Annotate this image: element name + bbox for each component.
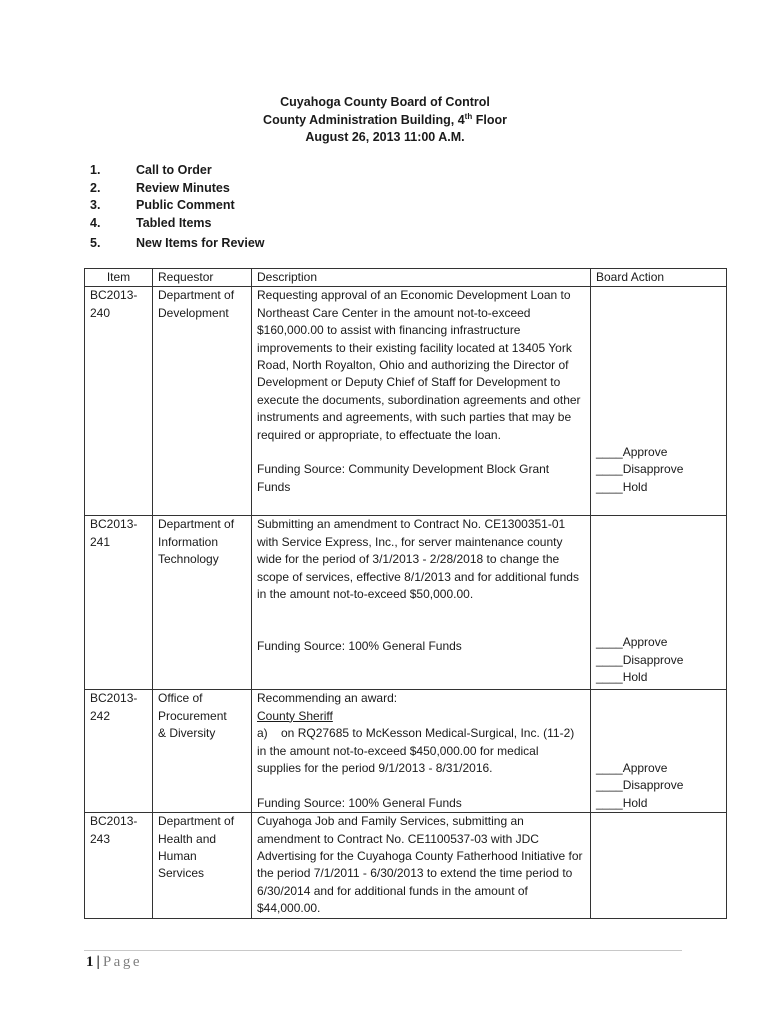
hold-option[interactable]: ____Hold xyxy=(596,795,648,810)
item-number: BC2013- 243 xyxy=(85,813,153,918)
page-footer: 1 | Page xyxy=(86,954,142,970)
document-header xyxy=(0,94,770,147)
board-action[interactable] xyxy=(591,690,727,813)
requestor: Office of Procurement & Diversity xyxy=(153,690,252,813)
table-row xyxy=(85,287,727,516)
requestor: Department of Health and Human Services xyxy=(153,813,252,918)
review-items-table xyxy=(84,268,727,919)
description: Recommending an award: County Sheriff a) on RQ27685 to McKesson Medical-Surgical, Inc. (11-2) in the amount not-to-exceed $450,000.00 for medical supplies for the period 9/1/2013 - 8/31/2016. Funding Source: 100% General Funds xyxy=(252,690,591,813)
location-line: County Administration Building, 4th Floor xyxy=(263,111,507,127)
table-row xyxy=(85,690,727,813)
item-number: BC2013- 241 xyxy=(85,516,153,690)
footer-divider xyxy=(84,950,682,951)
header-item: Item xyxy=(85,269,153,287)
board-title: Cuyahoga County Board of Control xyxy=(280,95,490,109)
description: Requesting approval of an Economic Development Loan to Northeast Care Center in the amount not-to-exceed $160,000.00 to assist with financing infrastructure improvements to their existing facility located at 13405 York Road, North Royalton, Ohio and authorizing the Director of Development or Deputy Chief of Staff for Development to execute the documents, subordination agreements and other instruments and agreements, with such parties that may be required or appropriate, to effectuate the loan. Funding Source: Community Development Block Grant Funds xyxy=(252,287,591,516)
header-requestor: Requestor xyxy=(153,269,252,287)
disapprove-option[interactable]: ____Disapprove xyxy=(596,778,684,793)
disapprove-option[interactable]: ____Disapprove xyxy=(596,652,684,667)
table-header-row xyxy=(85,269,727,287)
department-name: County Sheriff xyxy=(257,708,333,723)
funding-source: Funding Source: 100% General Funds xyxy=(257,639,462,654)
approve-option[interactable]: ____Approve xyxy=(596,635,668,650)
header-description: Description xyxy=(252,269,591,287)
header-board-action: Board Action xyxy=(591,269,727,287)
board-action[interactable] xyxy=(591,516,727,690)
item-number: BC2013- 240 xyxy=(85,287,153,516)
table-row xyxy=(85,813,727,918)
requestor: Department of Information Technology xyxy=(153,516,252,690)
disapprove-option[interactable]: ____Disapprove xyxy=(596,462,684,477)
board-action[interactable] xyxy=(591,287,727,516)
funding-source: Funding Source: 100% General Funds xyxy=(257,795,462,810)
requestor: Department of Development xyxy=(153,287,252,516)
approve-option[interactable]: ____Approve xyxy=(596,761,668,775)
description: Submitting an amendment to Contract No. CE1300351-01 with Service Express, Inc., for server maintenance county wide for the period of 3/1/2013 - 2/28/2018 to change the scope of services, effective 8/1/2013 and for additional funds in the amount not-to-exceed $50,000.00. Funding Source: 100% General Funds xyxy=(252,516,591,690)
page-label: Page xyxy=(102,954,142,970)
hold-option[interactable]: ____Hold xyxy=(596,479,648,494)
board-action[interactable] xyxy=(591,813,727,918)
meeting-date: August 26, 2013 11:00 A.M. xyxy=(305,130,465,144)
hold-option[interactable]: ____Hold xyxy=(596,670,648,685)
item-number: BC2013- 242 xyxy=(85,690,153,813)
table-row xyxy=(85,516,727,690)
page-number: 1 xyxy=(86,954,94,970)
description: Cuyahoga Job and Family Services, submitting an amendment to Contract No. CE1100537-03 with JDC Advertising for the Cuyahoga County Fatherhood Initiative for the period 7/1/2011 - 6/30/2013 to extend the time period to 6/30/2014 and for additional funds in the amount of $44,000.00. xyxy=(252,813,591,918)
funding-source: Funding Source: Community Development Block Grant Funds xyxy=(257,462,550,494)
approve-option[interactable]: ____Approve xyxy=(596,445,668,459)
